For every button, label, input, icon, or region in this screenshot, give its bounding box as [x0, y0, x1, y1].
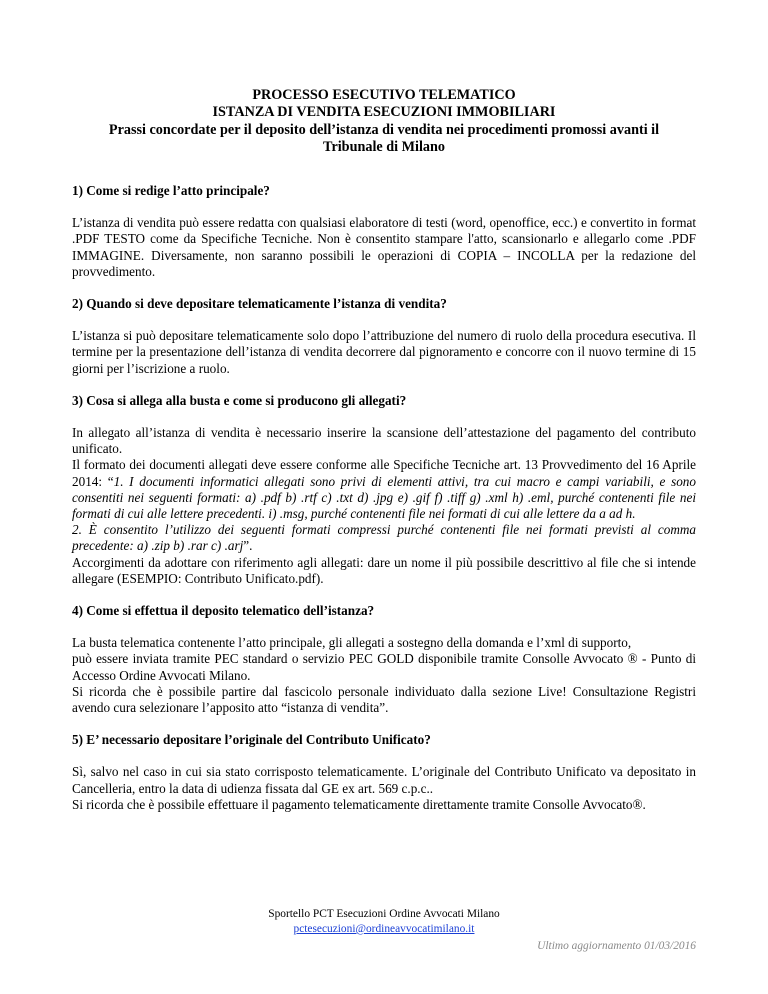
section-5 [72, 732, 696, 813]
section-3-paragraph-2 [72, 457, 696, 554]
section-4-title: 4) Come si effettua il deposito telematico dell’istanza? [72, 603, 375, 619]
section-4-paragraph-2: può essere inviata tramite PEC standard o servizio PEC GOLD disponibile tramite Consolle Avvocato ® - Punto di Accesso Ordine Avvocati Milano. [72, 651, 696, 683]
section-2-paragraph: L’istanza si può depositare telematicamente solo dopo l’attribuzione del numero di ruolo della procedura esecutiva. Il termine per la presentazione dell’istanza di vendita decorrere dal pignoramento e concorre con il nuovo termine di 15 giorni per l’iscrizione a ruolo. [72, 328, 696, 376]
section-1 [72, 183, 696, 280]
spec-quote-2: 2. È consentito l’utilizzo dei seguenti formati compressi purché contenenti file nei formati previsti al comma precedente: a) .zip b) .rar c) .arj [72, 522, 696, 554]
section-1-paragraph: L’istanza di vendita può essere redatta con qualsiasi elaboratore di testi (word, openoffice, ecc.) e convertito in format .PDF TESTO come da Specifiche Tecniche. Non è consentito stampare l'atto, scansionarlo e allegarlo come .PDF IMMAGINE. Diversamente, non saranno possibili le operazioni di COPIA – INCOLLA per la redazione del provvedimento. [72, 215, 696, 279]
spec-intro: Il formato dei documenti allegati deve essere conforme alle Specifiche Tecniche art. 13 Provvedimento del 16 Aprile 2014: “ [72, 457, 696, 489]
section-5-paragraph-2: Si ricorda che è possibile effettuare il pagamento telematicamente direttamente tramite Consolle Avvocato®. [72, 796, 646, 812]
header-title-line1: PROCESSO ESECUTIVO TELEMATICO [252, 87, 516, 103]
header-title-line2: ISTANZA DI VENDITA ESECUZIONI IMMOBILIARI [212, 104, 556, 121]
document-footer [184, 907, 584, 937]
section-3-paragraph-1: In allegato all’istanza di vendita è necessario inserire la scansione dell’attestazione del pagamento del contributo unificato. [72, 425, 696, 457]
section-4 [72, 603, 696, 716]
section-3 [72, 393, 696, 587]
section-4-paragraph-3: Si ricorda che è possibile partire dal fascicolo personale individuato dalla sezione Live! Consultazione Registri avendo cura selezionare l’apposito atto “istanza di vendita”. [72, 683, 696, 716]
spec-close: ”. [243, 538, 253, 554]
footer-email-link[interactable]: pctesecuzioni@ordineavvocatimilano.it [293, 923, 475, 935]
section-2-title: 2) Quando si deve depositare telematicamente l’istanza di vendita? [72, 296, 447, 312]
section-3-title: 3) Cosa si allega alla busta e come si producono gli allegati? [72, 392, 407, 408]
section-5-title: 5) E’ necessario depositare l’originale del Contributo Unificato? [72, 732, 431, 748]
last-updated: Ultimo aggiornamento 01/03/2016 [537, 940, 696, 952]
document-body [72, 183, 696, 813]
header-subtitle-line2: Tribunale di Milano [323, 139, 445, 156]
section-1-title: 1) Come si redige l’atto principale? [72, 183, 270, 198]
footer-office: Sportello PCT Esecuzioni Ordine Avvocati Milano [268, 908, 500, 920]
document-header [72, 87, 696, 157]
section-5-paragraph-1: Sì, salvo nel caso in cui sia stato corrisposto telematicamente. L’originale del Contributo Unificato va depositato in Cancelleria, entro la data di udienza fissata dal GE ex art. 569 c.p.c.. [72, 764, 696, 796]
spec-quote-1: 1. I documenti informatici allegati sono privi di elementi attivi, tra cui macro e campi variabili, e sono consentiti nei seguenti formati: a) .pdf b) .rtf c) .txt d) .jpg e) .gif f) .tiff g) .xml h) .eml, purché contenenti file nei formati di cui alle lettere precedenti. i) .msg, purché contenenti file nei formati di cui alle lettere da a ad h. [72, 473, 696, 522]
section-3-paragraph-3: Accorgimenti da adottare con riferimento agli allegati: dare un nome il più possibile descrittivo al file che si intende allegare (ESEMPIO: Contributo Unificato.pdf). [72, 554, 696, 586]
section-2 [72, 296, 696, 377]
header-subtitle-line1: Prassi concordate per il deposito dell’istanza di vendita nei procedimenti promossi avanti il [108, 121, 660, 138]
section-4-paragraph-1: La busta telematica contenente l’atto principale, gli allegati a sostegno della domanda e l’xml di supporto, [72, 635, 632, 651]
